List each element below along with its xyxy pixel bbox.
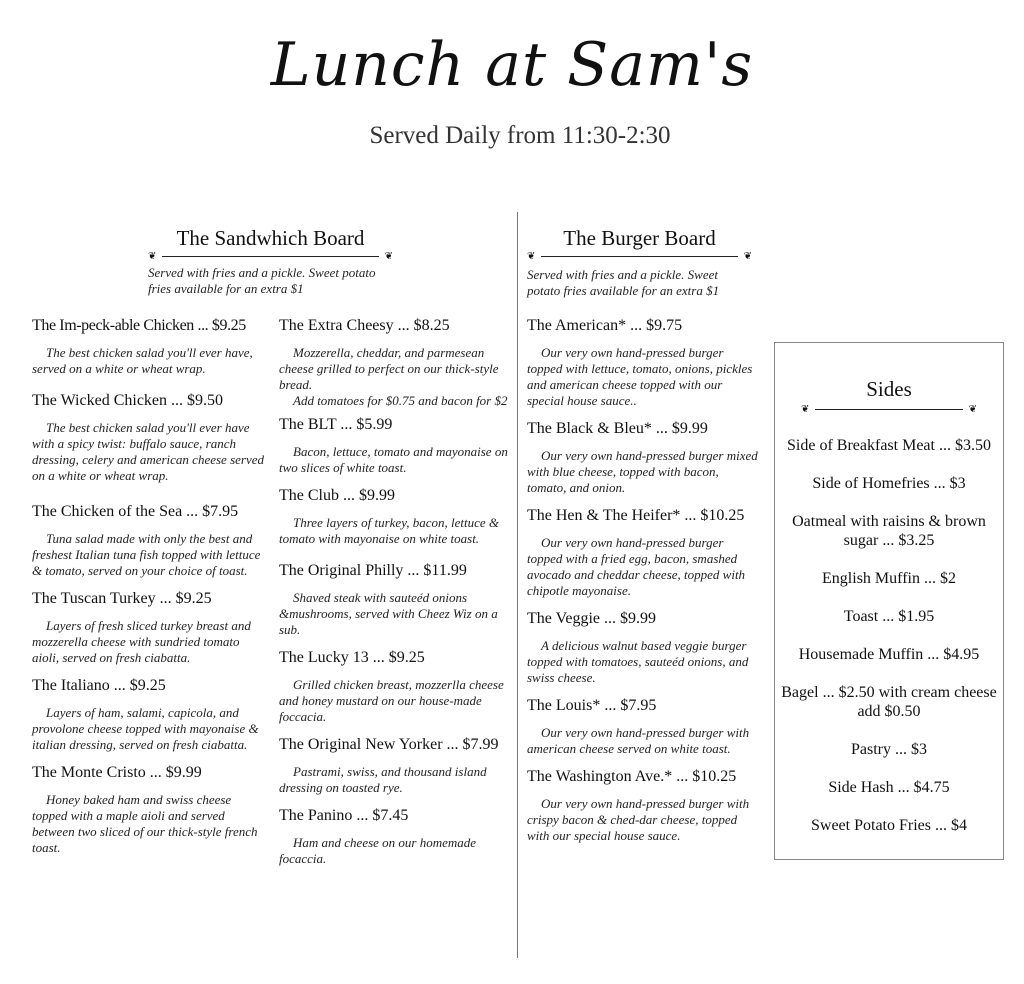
item-description: Three layers of turkey, bacon, lettuce & tomato with mayonaise on white toast.	[279, 515, 500, 546]
flourish-right-icon: ❦	[384, 251, 393, 262]
side-item: Side of Breakfast Meat ... $3.50	[787, 437, 991, 454]
item-name: The Extra Cheesy ... $8.25	[279, 317, 450, 334]
sandwich-board-header	[148, 226, 393, 297]
item-description: Bacon, lettuce, tomato and mayonaise on two slices of white toast.	[279, 444, 508, 475]
menu-item	[32, 316, 268, 377]
flourish-divider	[148, 251, 393, 263]
burger-board-title: The Burger Board	[563, 226, 716, 250]
item-name: The Panino ... $7.45	[279, 807, 409, 824]
side-item: Toast ... $1.95	[843, 608, 935, 625]
item-description: Pastrami, swiss, and thousand island dressing on toasted rye.	[279, 764, 487, 795]
side-item: Housemade Muffin ... $4.95	[798, 646, 980, 663]
column-divider	[517, 212, 518, 958]
sandwich-board-title: The Sandwhich Board	[176, 226, 365, 250]
item-name: The Louis* ... $7.95	[527, 697, 657, 714]
item-description: Our very own hand-pressed burger with crispy bacon & ched-dar cheese, topped with our special house sauce.	[527, 796, 750, 843]
sandwich-board-note: Served with fries and a pickle. Sweet potato fries available for an extra $1	[148, 265, 376, 296]
side-item: Side of Homefries ... $3	[812, 475, 966, 492]
item-name: The Italiano ... $9.25	[32, 677, 166, 694]
item-name: The Chicken of the Sea ... $7.95	[32, 503, 239, 520]
item-name: The Hen & The Heifer* ... $10.25	[527, 507, 745, 524]
flourish-left-icon: ❦	[148, 251, 157, 262]
item-description: Our very own hand-pressed burger mixed with blue cheese, topped with bacon, tomato, and onion.	[527, 448, 758, 495]
menu-item	[279, 415, 511, 476]
menu-item	[527, 419, 759, 496]
flourish-left-icon: ❦	[527, 251, 536, 262]
side-item: Sweet Potato Fries ... $4	[811, 817, 967, 834]
item-name: The Club ... $9.99	[279, 487, 395, 504]
item-name: The Lucky 13 ... $9.25	[279, 649, 425, 666]
menu-item	[279, 316, 511, 409]
menu-item	[279, 648, 511, 725]
side-item: Side Hash ... $4.75	[828, 779, 950, 796]
burger-board-header	[527, 226, 752, 299]
item-name: The Veggie ... $9.99	[527, 610, 657, 627]
flourish-divider	[527, 251, 752, 263]
menu-item	[527, 609, 759, 686]
sides-title: Sides	[866, 377, 912, 401]
item-name: The BLT ... $5.99	[279, 416, 393, 433]
item-description: Our very own hand-pressed burger topped with lettuce, tomato, onions, pickles and american cheese topped with our special house sauce..	[527, 345, 753, 408]
side-item: English Muffin ... $2	[822, 570, 956, 587]
menu-item	[279, 561, 511, 638]
menu-item	[279, 806, 511, 867]
item-name: The American* ... $9.75	[527, 317, 683, 334]
menu-item	[527, 506, 759, 599]
flourish-right-icon: ❦	[743, 251, 752, 262]
item-description: The best chicken salad you'll ever have with a spicy twist: buffalo sauce, ranch dressing, celery and american cheese served on a white or wheat wrap.	[32, 420, 264, 483]
menu-item	[32, 589, 268, 666]
menu-item	[32, 676, 268, 753]
item-description: A delicious walnut based veggie burger topped with tomatoes, sauteéd onions, and swiss cheese.	[527, 638, 749, 685]
item-name: The Black & Bleu* ... $9.99	[527, 420, 708, 437]
item-description: Tuna salad made with only the best and freshest Italian tuna fish topped with lettuce & tomato, served on your choice of toast.	[32, 531, 261, 578]
menu-item	[32, 391, 268, 484]
flourish-left-icon: ❦	[801, 404, 810, 415]
item-name: The Monte Cristo ... $9.99	[32, 764, 202, 781]
menu-title: Lunch at Sam's	[270, 30, 754, 100]
flourish-divider	[801, 404, 977, 416]
item-name: The Wicked Chicken ... $9.50	[32, 392, 224, 409]
burger-board-note: Served with fries and a pickle. Sweet potato fries available for an extra $1	[527, 267, 720, 298]
item-name: The Tuscan Turkey ... $9.25	[32, 590, 212, 607]
menu-item	[527, 696, 759, 757]
menu-item	[32, 502, 268, 579]
side-item: Oatmeal with raisins & brown sugar ... $3.25	[792, 513, 986, 549]
item-name: The Washington Ave.* ... $10.25	[527, 768, 737, 785]
sandwich-column-1	[32, 316, 268, 866]
side-item: Bagel ... $2.50 with cream cheese add $0.50	[781, 684, 997, 720]
sandwich-column-2	[279, 316, 511, 877]
menu-item	[527, 767, 759, 844]
item-description: Grilled chicken breast, mozzerlla cheese and honey mustard on our house-made foccacia.	[279, 677, 504, 724]
item-description: Our very own hand-pressed burger topped with a fried egg, bacon, smashed avocado and cheddar cheese, topped with chipotle mayonaise.	[527, 535, 746, 598]
menu-item	[279, 486, 511, 547]
flourish-right-icon: ❦	[968, 404, 977, 415]
item-description: Layers of fresh sliced turkey breast and mozzerella cheese with sundried tomato aioli, served on fresh ciabatta.	[32, 618, 251, 665]
item-description: Mozzerella, cheddar, and parmesean cheese grilled to perfect on our thick-style bread.	[279, 345, 499, 392]
item-name: The Original New Yorker ... $7.99	[279, 736, 499, 753]
item-description: Our very own hand-pressed burger with american cheese served on white toast.	[527, 725, 750, 756]
item-description: The best chicken salad you'll ever have, served on a white or wheat wrap.	[32, 345, 253, 376]
item-description: Shaved steak with sauteéd onions &mushrooms, served with Cheez Wiz on a sub.	[279, 590, 498, 637]
item-description: Honey baked ham and swiss cheese topped with a maple aioli and served between two sliced of our thick-style french toast.	[32, 792, 258, 855]
item-description: Ham and cheese on our homemade focaccia.	[279, 835, 477, 866]
menu-item	[32, 763, 268, 856]
menu-item	[527, 316, 759, 409]
menu-item	[279, 735, 511, 796]
side-item: Pastry ... $3	[851, 741, 927, 758]
item-name: The Original Philly ... $11.99	[279, 562, 467, 579]
item-extra: Add tomatoes for $0.75 and bacon for $2	[293, 393, 508, 408]
sides-box	[774, 342, 1004, 860]
menu-subtitle: Served Daily from 11:30-2:30	[369, 122, 671, 149]
item-name: The Im-peck-able Chicken ... $9.25	[32, 317, 246, 334]
burger-column	[527, 316, 759, 854]
item-description: Layers of ham, salami, capicola, and provolone cheese topped with mayonaise & italian dressing, served on fresh ciabatta.	[32, 705, 259, 752]
